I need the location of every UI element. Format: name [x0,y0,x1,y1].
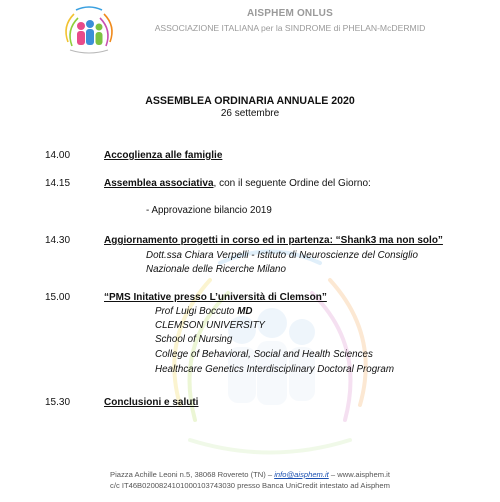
agenda-line: School of Nursing [155,334,233,345]
agenda-line: CLEMSON UNIVERSITY [155,320,265,331]
footer-address [0,470,500,479]
agenda-item-label: Accoglienza alle famiglie [104,150,223,161]
agenda-item [104,150,222,161]
org-subtitle: ASSOCIAZIONE ITALIANA per la SINDROME di PHELAN-McDERMID [154,23,426,33]
footer-email-link[interactable]: info@aisphem.it [274,470,329,479]
agenda-time: 15.00 [45,292,71,303]
agenda-time: 15.30 [45,397,71,408]
aisphem-logo-icon [58,2,120,60]
agenda-item [104,178,371,189]
agenda-item-rest: , con il seguente Ordine del Giorno: [213,178,371,189]
footer-bank: c/c IT46B0200824101000103743030 presso Banca UniCredit intestato ad Aisphem [110,481,390,490]
footer-website: – www.aisphem.it [328,470,390,479]
agenda-time: 14.30 [45,235,71,246]
speaker-tag: MD [237,306,253,317]
agenda-line: Dott.ssa Chiara Verpelli - Istituto di Neuroscienze del Consiglio [146,250,418,261]
agenda-line: College of Behavioral, Social and Health Sciences [155,349,373,360]
speaker-name: Prof Luigi Boccuto [155,306,235,317]
agenda-item [104,292,327,303]
agenda-item-label: Conclusioni e saluti [104,397,199,408]
footer-address-text: Piazza Achille Leoni n.5, 38068 Rovereto (TN) – [110,470,275,479]
agenda-time: 14.15 [45,178,71,189]
agenda-time: 14.00 [45,150,71,161]
agenda-line: Nazionale delle Ricerche Milano [146,264,286,275]
agenda-detail: - Approvazione bilancio 2019 [146,205,272,216]
org-name: AISPHEM ONLUS [247,8,333,19]
agenda-line: Healthcare Genetics Interdisciplinary Doctoral Program [155,364,395,375]
agenda-item-label: “PMS Initative presso L’università di Clemson” [104,292,327,303]
agenda-item [104,397,198,408]
agenda-item-label: Aggiornamento progetti in corso ed in partenza: “Shank3 ma non solo” [104,235,443,246]
agenda-item [104,235,443,246]
document-title: ASSEMBLEA ORDINARIA ANNUALE 2020 [145,95,355,107]
agenda-speaker [155,306,253,317]
agenda-item-label: Assemblea associativa [104,178,214,189]
document-date: 26 settembre [220,108,280,119]
